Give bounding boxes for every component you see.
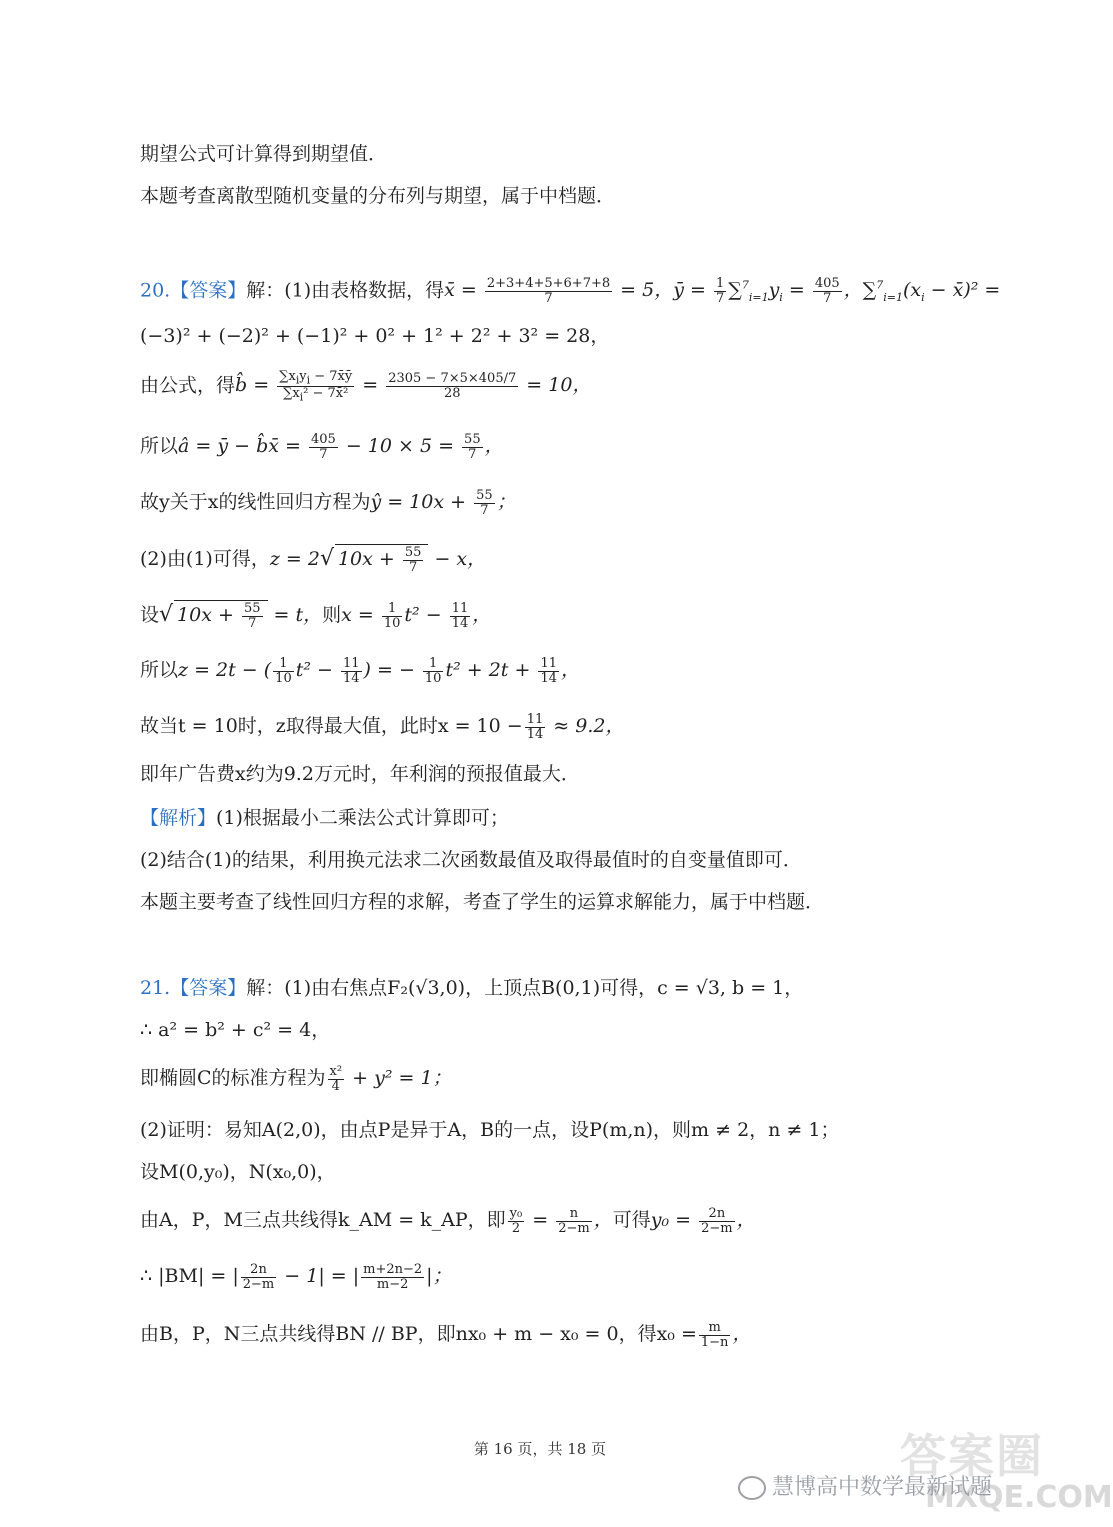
formula: $\frac{m}{1-n}$ ， <box>700 1319 752 1350</box>
question-number: 20. <box>140 279 171 302</box>
text-span: 故y关于x的线性回归方程为 <box>140 491 371 513</box>
text-line <box>140 370 980 403</box>
text-line: (2)证明：易知A(2,0)，由点P是异于A，B的一点，设P(m,n)，则m ≠ 2，n ≠ 1； <box>140 1119 840 1141</box>
question-21-header <box>140 974 980 1002</box>
formula: $\frac{2n}{2-m}$ − 1| = | $\frac{m+2n-2}{m-2}$ |； <box>242 1261 452 1292</box>
wechat-icon <box>738 1476 766 1500</box>
text-line: ∴ a² = b² + c² = 4， <box>140 1019 331 1041</box>
text-line <box>140 544 980 574</box>
text-span: 由公式，得 <box>140 374 236 397</box>
text-line <box>140 656 980 685</box>
text-span: 设 <box>140 604 160 626</box>
answer-tag: 【答案】 <box>170 279 247 302</box>
text-span: 所以 <box>140 659 179 681</box>
text-span: 由A，P，M三点共线得k_AM = k_AP，即 <box>140 1209 506 1231</box>
text-span: (2)由(1)可得， <box>140 548 270 570</box>
text-line <box>140 488 980 517</box>
formula: z = 2√ 10x + $\frac{55}{7}$ − x， <box>269 544 487 575</box>
text-span: 解：(1)由表格数据，得 <box>246 279 445 302</box>
formula: $\frac{\text{x²}}{4}$ + y² = 1； <box>329 1063 452 1094</box>
formula: √ 10x + $\frac{55}{7}$ = t，则x = $\frac{1}{10}$ t² − $\frac{11}{14}$ ， <box>159 600 492 631</box>
formula: ŷ = 10x + $\frac{55}{7}$ ； <box>370 487 516 518</box>
page-footer: 第 16 页，共 18 页 <box>473 1440 607 1458</box>
question-number: 21. <box>140 977 171 999</box>
text-line <box>140 1262 980 1291</box>
answer-tag: 【答案】 <box>170 977 247 999</box>
text-span: 所以 <box>140 435 179 457</box>
text-line: (−3)² + (−2)² + (−1)² + 0² + 1² + 2² + 3² = 28， <box>140 325 610 347</box>
text-line: 本题主要考查了线性回归方程的求解，考查了学生的运算求解能力，属于中档题． <box>140 891 825 913</box>
watermark-logo: MXQE.COM <box>925 1480 1113 1515</box>
watermark-logo: 答案圈 <box>900 1429 1044 1483</box>
text-span: 解：(1)由右焦点F₂(√3,0)，上顶点B(0,1)可得，c = √3, b = 1， <box>246 977 804 999</box>
text-line: 即年广告费x约为9.2万元时，年利润的预报值最大． <box>140 763 580 785</box>
text-line <box>140 1320 980 1349</box>
formula: $\frac{\text{y₀}}{2}$ = $\frac{n}{2-m}$ ，可得y₀ = $\frac{2n}{2-m}$ ， <box>509 1205 756 1236</box>
watermark <box>738 1470 992 1501</box>
text-line <box>140 600 980 630</box>
text-span: 由B，P，N三点共线得BN // BP，即nx₀ + m − x₀ = 0，得x₀ = <box>140 1323 697 1345</box>
text-line: 设M(0,y₀)，N(x₀,0)， <box>140 1161 336 1183</box>
formula: x̄ = $\frac{2+3+4+5+6+7+8}{7}$ = 5，ȳ = $\frac{1}{7}$ $\sum^7_{i=1}y_i$ = $\frac{405}{7}$ ，$\sum^7_{i=1}(x_i$ − x̄)² = <box>444 276 1001 306</box>
formula: z = 2t − ( $\frac{1}{10}$ t² − $\frac{11}{14}$ ) = − $\frac{1}{10}$ t² + 2t + $\frac{11}{14}$ ， <box>178 655 580 686</box>
text-span: 故当t = 10时，z取得最大值，此时x = 10 − <box>140 715 523 737</box>
text-line: 期望公式可计算得到期望值． <box>140 143 388 165</box>
formula: â = ȳ − b̂x̄ = $\frac{405}{7}$ − 10 × 5 = $\frac{55}{7}$ ， <box>178 431 504 462</box>
formula: b̂ = $\frac{\sum x_iy_i - 7x̄ȳ}{\sum x_i^2 - 7x̄^2}$ = $\frac{2305 - 7\times 5\times 405/7}{28}$ = 10， <box>235 369 592 404</box>
watermark-text: 慧博高中数学最新试题 <box>772 1475 993 1500</box>
text-span: (1)根据最小二乘法公式计算即可； <box>216 807 509 829</box>
text-span: 即椭圆C的标准方程为 <box>140 1067 326 1089</box>
text-line: 本题考查离散型随机变量的分布列与期望，属于中档题． <box>140 185 616 207</box>
question-20-header <box>140 272 1001 312</box>
text-line <box>140 804 980 832</box>
text-span: ∴ |BM| = | <box>140 1265 239 1287</box>
text-line <box>140 1206 980 1235</box>
text-line <box>140 712 980 741</box>
text-line <box>140 1064 980 1093</box>
text-line <box>140 432 980 461</box>
text-line: (2)结合(1)的结果，利用换元法求二次函数最值及取得最值时的自变量值即可． <box>140 849 802 871</box>
analysis-tag: 【解析】 <box>140 807 217 829</box>
formula: $\frac{11}{14}$ ≈ 9.2， <box>526 711 625 742</box>
